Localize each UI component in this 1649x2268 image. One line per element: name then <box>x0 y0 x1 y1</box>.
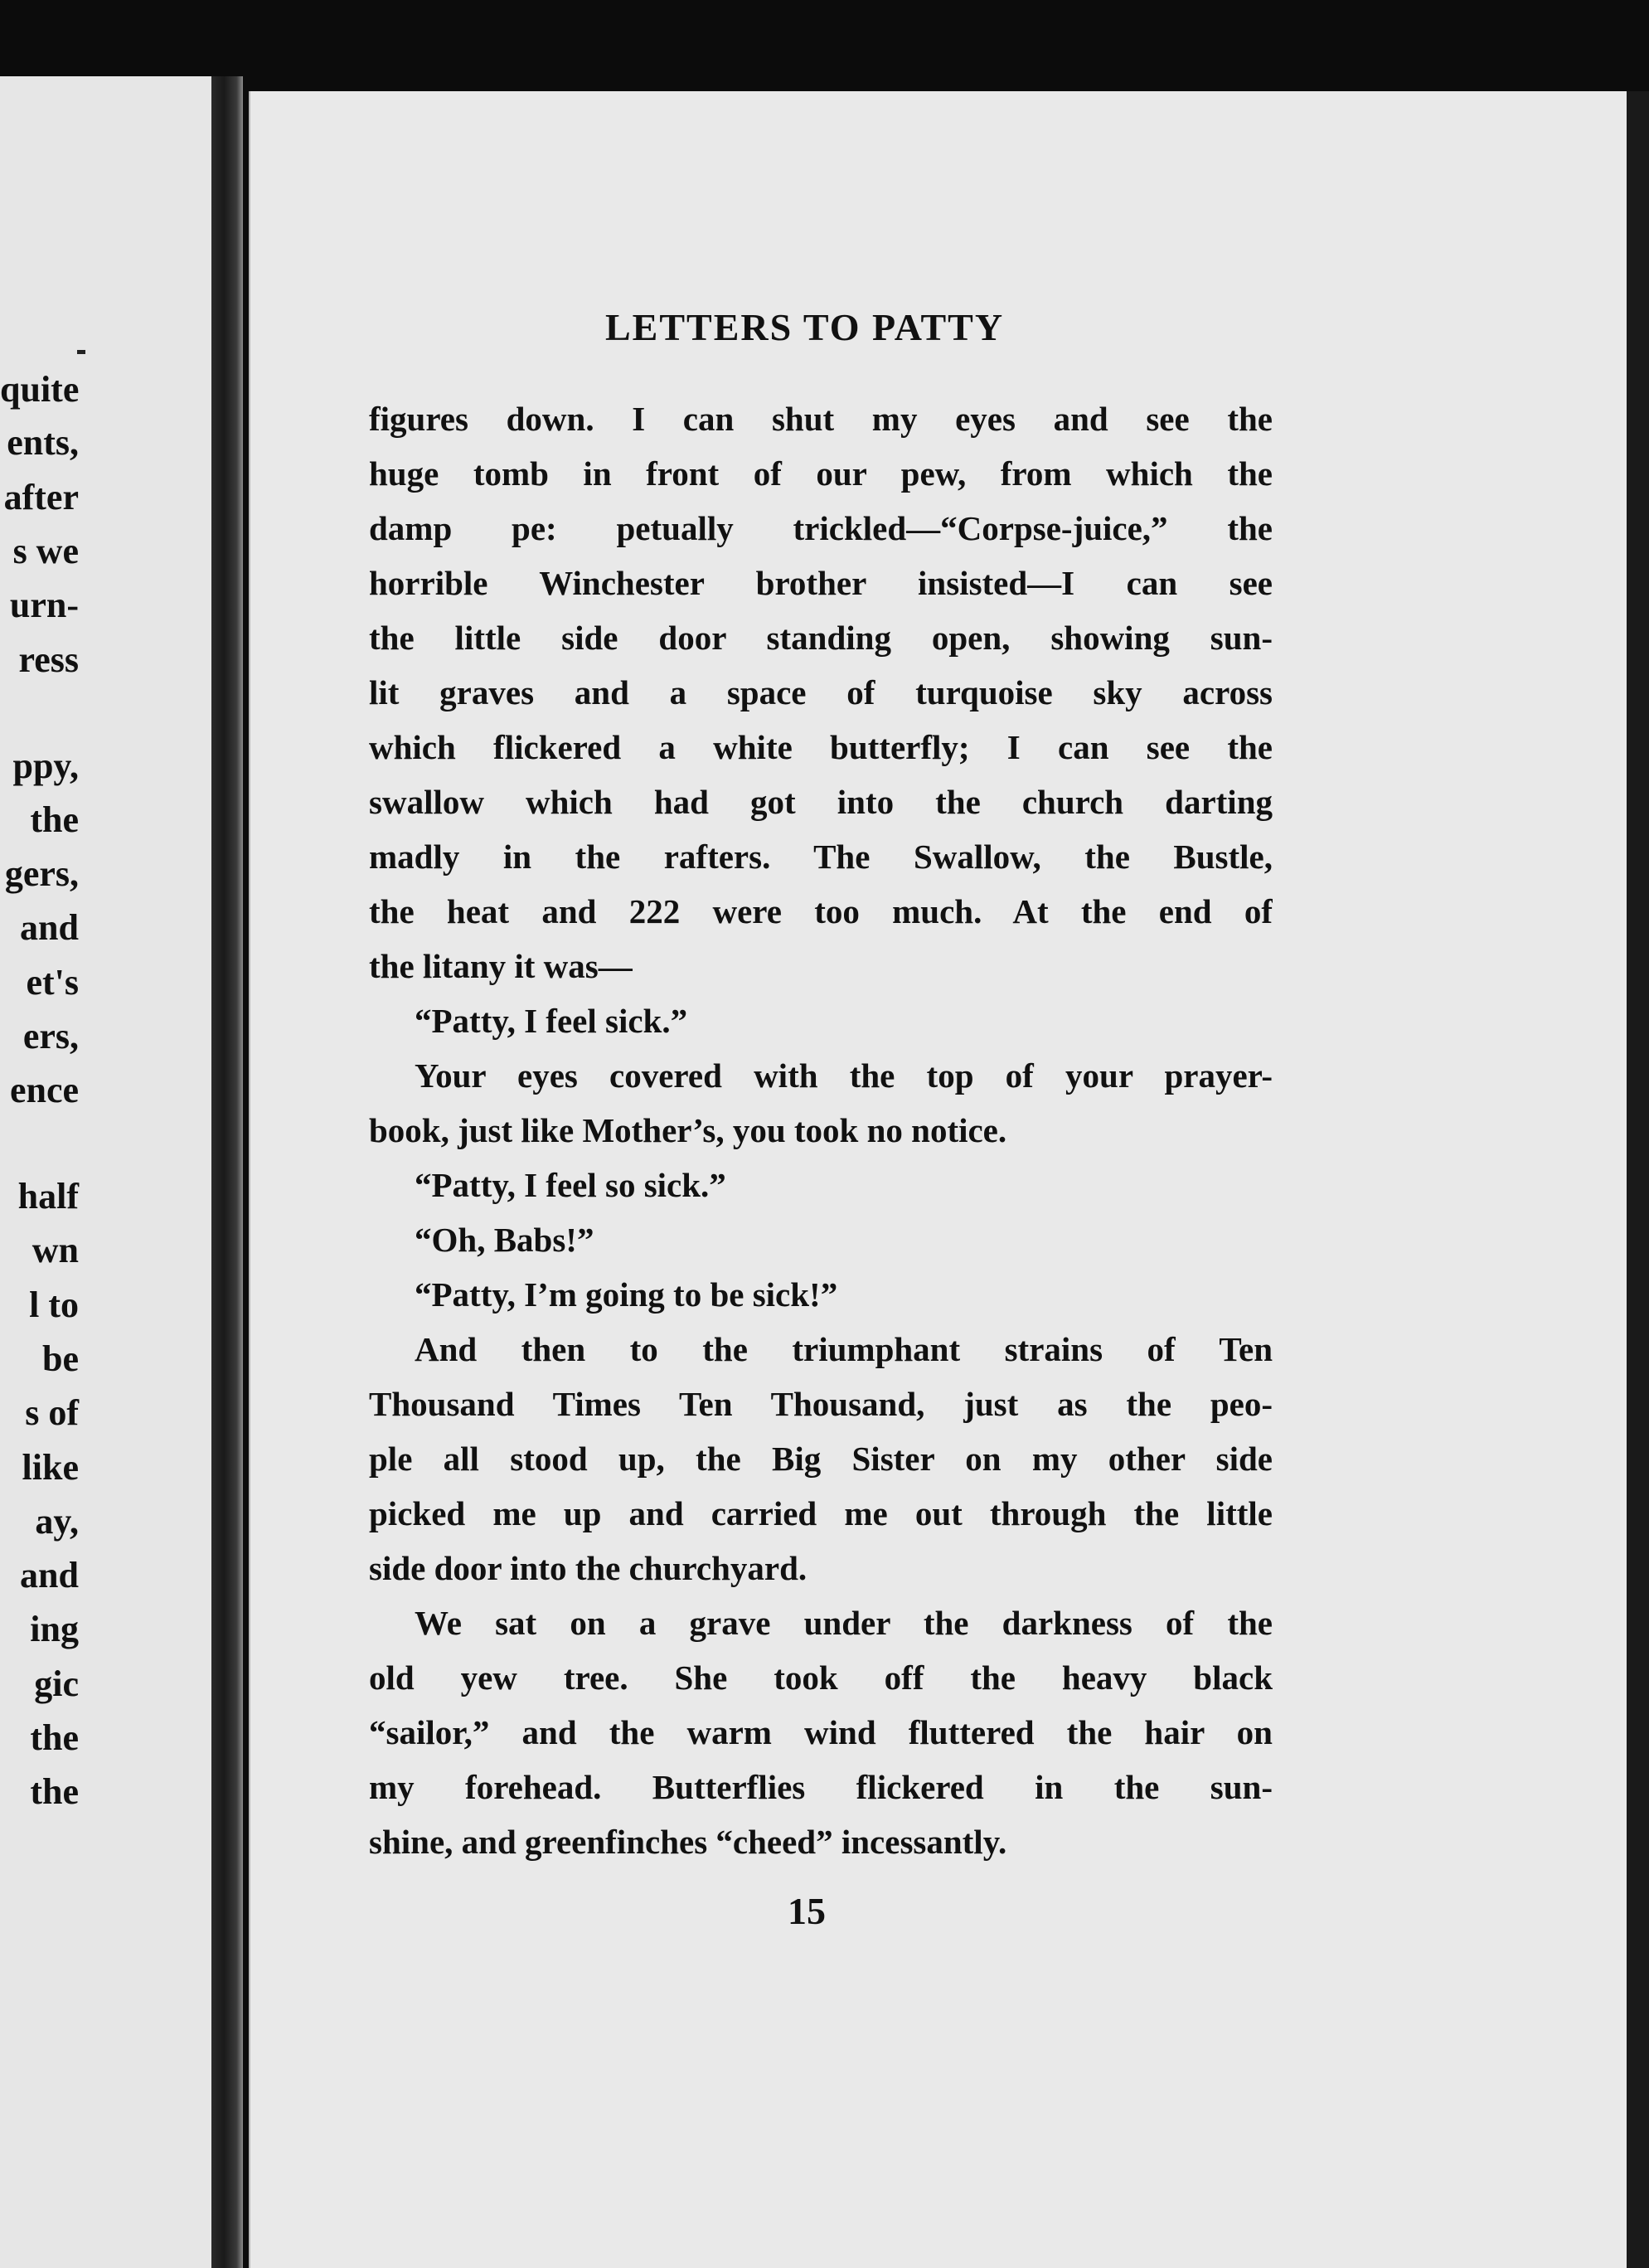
left-page-line: and <box>20 907 79 948</box>
text-line: figures down. I can shut my eyes and see the <box>369 400 1273 438</box>
left-page-fragment <box>0 76 211 2268</box>
text-line: the litany it was— <box>369 947 633 985</box>
text-line: madly in the rafters. The Swallow, the Bustle, <box>369 838 1273 876</box>
text-line: lit graves and a space of turquoise sky across <box>369 673 1273 711</box>
book-spine-gutter <box>211 76 243 2268</box>
running-head: LETTERS TO PATTY <box>605 306 1005 348</box>
left-page-line: ppy, <box>12 745 79 786</box>
left-page-line: quite <box>0 369 80 410</box>
left-page-line: s we <box>12 531 79 571</box>
text-line: horrible Winchester brother insisted—I can see <box>369 564 1273 602</box>
left-page-line: after <box>3 477 79 517</box>
left-page-line: gic <box>34 1663 79 1704</box>
text-line: which flickered a white butterfly; I can see the <box>369 728 1273 766</box>
text-line: And then to the triumphant strains of Ten <box>415 1330 1273 1368</box>
dialogue-line: “Patty, I feel so sick.” <box>415 1166 726 1204</box>
left-page-line: ing <box>30 1609 79 1649</box>
dialogue-line: “Oh, Babs!” <box>415 1221 594 1259</box>
text-line: “sailor,” and the warm wind fluttered the hair on <box>369 1713 1273 1751</box>
text-line: picked me up and carried me out through the little <box>369 1494 1273 1532</box>
text-line: swallow which had got into the church darting <box>369 783 1273 821</box>
left-page-line: half <box>17 1176 79 1217</box>
dialogue-line: “Patty, I feel sick.” <box>415 1002 688 1040</box>
text-line: damp pe: petually trickled—“Corpse-juice,” the <box>369 509 1273 547</box>
left-page-line: the <box>30 1717 79 1758</box>
text-line: side door into the churchyard. <box>369 1549 808 1587</box>
left-page-line: ers, <box>22 1016 79 1056</box>
left-page-line: et's <box>26 962 79 1003</box>
text-line: We sat on a grave under the darkness of the <box>415 1604 1273 1642</box>
left-page-line: wn <box>32 1230 79 1270</box>
left-page-line: be <box>42 1338 79 1379</box>
dialogue-line: “Patty, I’m going to be sick!” <box>415 1275 838 1314</box>
left-page-line: and <box>20 1555 79 1595</box>
left-page-text <box>0 76 211 2268</box>
text-line: book, just like Mother’s, you took no notice. <box>369 1111 1007 1149</box>
left-page-line: ents, <box>7 422 79 463</box>
text-line: Thousand Times Ten Thousand, just as the peo- <box>369 1385 1273 1423</box>
text-line: shine, and greenfinches “cheed” incessantly. <box>369 1823 1007 1861</box>
text-line: my forehead. Butterflies flickered in the sun- <box>369 1768 1273 1806</box>
left-page-line: ence <box>9 1070 79 1110</box>
left-page-line: ay, <box>35 1501 79 1542</box>
text-line: ple all stood up, the Big Sister on my other side <box>369 1440 1273 1478</box>
left-page-line: like <box>22 1447 79 1488</box>
left-page-line: the <box>30 1771 79 1812</box>
text-line: old yew tree. She took off the heavy black <box>369 1659 1273 1697</box>
left-page-line: urn- <box>9 585 79 625</box>
left-page-line: the <box>30 799 79 840</box>
left-page-line: s of <box>25 1392 79 1433</box>
left-page-line: l to <box>29 1285 79 1325</box>
text-line: huge tomb in front of our pew, from which the <box>369 454 1273 493</box>
left-page-line: gers, <box>4 853 79 894</box>
text-line: the little side door standing open, showing sun- <box>369 619 1273 657</box>
page-number: 15 <box>788 1890 826 1932</box>
scan-border <box>1627 91 1649 2268</box>
text-line: the heat and 222 were too much. At the end of <box>369 892 1273 930</box>
left-page-line: ress <box>18 639 79 680</box>
page-body-text <box>369 391 1273 1869</box>
text-line: Your eyes covered with the top of your prayer- <box>415 1056 1273 1095</box>
